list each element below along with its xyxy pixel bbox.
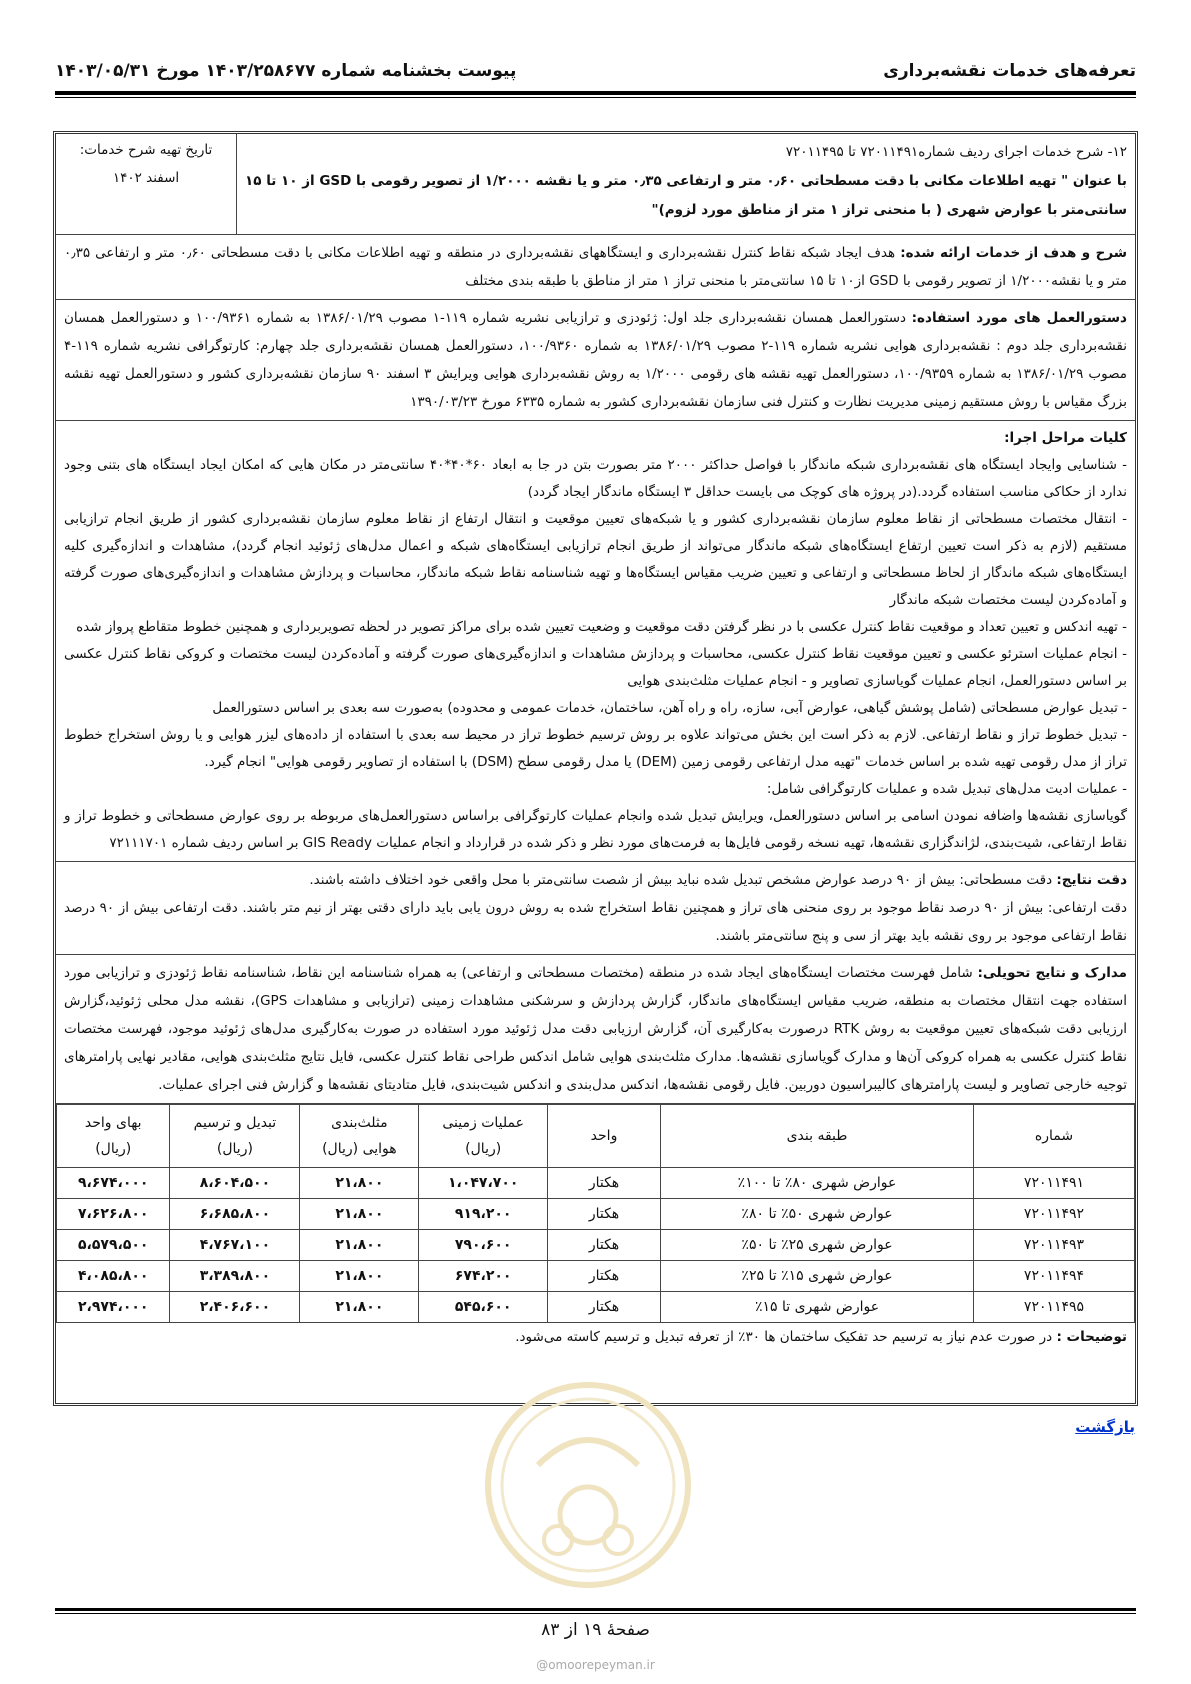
step-item: - شناسایی وایجاد ایستگاه های نقشه‌برداری شبکه ماندگار با فواصل حداکثر ۲۰۰۰ متر بصورت بتن در جا به ابعاد ۶۰*۴۰*۴۰ سانتی‌متر در مکان هایی که امکان ایجاد ایستگاه های بتنی وجود ندارد از حکاکی مناسب استفاده گردد.(در پروژه های کوچک می بایست حداقل ۳ ایستگاه ماندگار ایجاد گردد): [64, 457, 1127, 500]
prep-date-label: تاریخ تهیه شرح خدمات:: [79, 142, 213, 158]
cell-price: ۷،۶۲۶،۸۰۰: [57, 1199, 170, 1230]
col-triang: مثلث‌بندی هوایی (ریال): [300, 1105, 419, 1168]
table-row: [57, 1261, 1135, 1292]
footer-rule: [55, 1608, 1136, 1611]
cell-unit: هکتار: [548, 1230, 661, 1261]
cell-price: ۲،۹۷۴،۰۰۰: [57, 1292, 170, 1323]
intro-line-3: سانتی‌متر با عوارض شهری ( با منحنی تراز ۱ متر از مناطق مورد لزوم)": [651, 202, 1127, 218]
steps-section: [56, 421, 1135, 862]
deliverables-text: شامل فهرست مختصات ایستگاه‌های ایجاد شده در منطقه (مختصات مسطحاتی و ارتفاعی) به همراه شناسنامه این نقاط، شناسنامه نقاط ژئودزی و ترازیابی مورد استفاده جهت انتقال مختصات به منطقه، ضریب مقیاس ایستگاه‌های ماندگار، گزارش پردازش و سرشکنی مشاهدات زمینی (ترازیابی و مشاهدات GPS)، نقشه مدل محلی ژئوئید،گزارش ارزیابی دقت شبکه‌های تعیین موقعیت به روش RTK درصورت به‌کارگیری آن، گزارش ارزیابی دقت مدل ژئوئید مورد استفاده در صورت به‌کارگیری مدل‌های ژئوئید موجود، فهرست مختصات نقاط کنترل عکسی به همراه کروکی آن‌ها و مدارک گویاسازی نقشه‌ها. مدارک مثلث‌بندی هوایی شامل اندکس طراحی نقاط کنترل عکسی، فایل نتایج مثلث‌بندی هوایی، مقادیر نهایی پارامترهای توجیه خارجی تصاویر و لیست پارامترهای کالیبراسیون دوربین. فایل رقومی نقشه‌ها، اندکس مدل‌بندی و اندکس شیت‌بندی، فایل متادیتای نقشه‌ها و گزارش فنی اجرای عملیات.: [64, 965, 1127, 1093]
document-title: تعرفه‌های خدمات نقشه‌برداری: [883, 61, 1136, 81]
page-number: صفحهٔ ۱۹ از ۸۳: [541, 1620, 650, 1640]
cell-triang: ۲۱،۸۰۰: [300, 1230, 419, 1261]
intro-section: [56, 134, 1135, 235]
cell-class: عوارض شهری ۸۰٪ تا ۱۰۰٪: [661, 1168, 974, 1199]
col-code: شماره: [974, 1105, 1135, 1168]
seal-logo-watermark: [478, 1375, 698, 1595]
manuals-section: [56, 300, 1135, 421]
goal-label: شرح و هدف از خدمات ارائه شده:: [900, 245, 1128, 261]
step-item: - انجام عملیات استرئو عکسی و تعیین موقعیت نقاط کنترل عکسی، محاسبات و پردازش مشاهدات و اندازه‌گیری‌های صورت گرفته و آماده‌کردن لیست مختصات و کروکی نقاط کنترل عکسی بر اساس دستورالعمل، انجام عملیات گویاسازی تصاویر و - انجام عملیات مثلث‌بندی هوایی: [64, 646, 1127, 689]
cell-code: ۷۲۰۱۱۴۹۲: [974, 1199, 1135, 1230]
cell-triang: ۲۱،۸۰۰: [300, 1261, 419, 1292]
cell-convert: ۶،۶۸۵،۸۰۰: [170, 1199, 300, 1230]
cell-triang: ۲۱،۸۰۰: [300, 1292, 419, 1323]
accuracy-section: [56, 862, 1135, 955]
site-watermark: @omoorepeyman.ir: [536, 1658, 655, 1672]
cell-code: ۷۲۰۱۱۴۹۳: [974, 1230, 1135, 1261]
manuals-text: دستورالعمل همسان نقشه‌برداری جلد اول: ژئودزی و ترازیابی نشریه شماره ۱۱۹-۱ مصوب ۱۳۸۶/۰۱/۲۹ به شماره ۱۰۰/۹۳۶۱ و دستورالعمل همسان نقشه‌برداری جلد دوم : نقشه‌برداری هوایی نشریه شماره ۱۱۹-۲ مصوب ۱۳۸۶/۰۱/۲۹ به شماره ۱۰۰/۹۳۶۰، دستورالعمل همسان نقشه‌برداری جلد چهارم: کارتوگرافی نشریه شماره ۱۱۹-۴ مصوب ۱۳۸۶/۰۱/۲۹ به شماره ۱۰۰/۹۳۵۹، دستورالعمل تهیه نقشه های رقومی ۱/۲۰۰۰ به روش نقشه‌برداری هوایی ویرایش ۳ اسفند ۹۰ سازمان نقشه‌برداری کشور و دستورالعمل تهیه نقشه بزرگ مقیاس با روش مستقیم زمینی مدیریت نظارت و کنترل فنی سازمان نقشه‌برداری کشور به شماره ۶۳۳۵ مورخ ۱۳۹۰/۰۳/۲۳: [64, 310, 1128, 410]
cell-class: عوارض شهری ۵۰٪ تا ۸۰٪: [661, 1199, 974, 1230]
cell-triang: ۲۱،۸۰۰: [300, 1168, 419, 1199]
cell-unit: هکتار: [548, 1168, 661, 1199]
table-row: [57, 1230, 1135, 1261]
cell-ground: ۱،۰۴۷،۷۰۰: [419, 1168, 548, 1199]
page-header: [55, 55, 1136, 85]
notes-section: [56, 1323, 1135, 1351]
steps-label: کلیات مراحل اجرا:: [1004, 430, 1127, 446]
step-item: - تبدیل عوارض مسطحاتی (شامل پوشش گیاهی، عوارض آبی، سازه، راه و راه آهن، ساختمان، خدمات عمومی و محدوده) به‌صورت سه بعدی بر اساس دستورالعمل: [212, 700, 1127, 716]
cell-triang: ۲۱،۸۰۰: [300, 1199, 419, 1230]
goal-text: هدف ایجاد شبکه نقاط کنترل نقشه‌برداری و ایستگاههای نقشه‌برداری در منطقه و تهیه اطلاعات مکانی با دقت مسطحاتی ۰٫۶۰ متر و ارتفاعی ۰٫۳۵ متر و یا نقشه۱/۲۰۰۰ از تصویر رقومی با GSD از۱۰ تا ۱۵ سانتی‌متر با منحنی تراز ۱ متر از مناطق با طبقه بندی مختلف: [64, 245, 1127, 289]
prep-date-box: [56, 134, 237, 234]
cell-price: ۹،۶۷۴،۰۰۰: [57, 1168, 170, 1199]
col-price: بهای واحد (ریال): [57, 1105, 170, 1168]
tariff-table: [56, 1104, 1135, 1323]
manuals-label: دستورالعمل های مورد استفاده:: [911, 310, 1127, 326]
col-unit: واحد: [548, 1105, 661, 1168]
table-row: [57, 1168, 1135, 1199]
header-rule-thin: [55, 97, 1136, 98]
step-item: - تبدیل خطوط تراز و نقاط ارتفاعی. لازم به ذکر است این بخش می‌تواند علاوه بر روش ترسیم خطوط تراز در محیط سه بعدی با استفاده از داده‌های لیزر هوایی و یا روش استخراج خطوط تراز از مدل رقومی تهیه شده بر اساس خدمات "تهیه مدل ارتفاعی رقومی زمین (DEM) یا مدل رقومی سطح (DSM) با استفاده از تصاویر رقومی هوایی" انجام گیرد.: [64, 727, 1127, 770]
cell-unit: هکتار: [548, 1199, 661, 1230]
cell-ground: ۵۴۵،۶۰۰: [419, 1292, 548, 1323]
goal-section: [56, 235, 1135, 300]
cell-unit: هکتار: [548, 1261, 661, 1292]
deliverables-section: [56, 955, 1135, 1104]
col-ground: عملیات زمینی (ریال): [419, 1105, 548, 1168]
accuracy-altimetric: دقت ارتفاعی: بیش از ۹۰ درصد نقاط موجود بر روی منحنی های تراز و همچنین نقاط استخراج شده به روش درون یابی باید دارای دقتی بهتر از نیم متر باشند. دقت ارتفاعی بیش از ۹۰ درصد نقاط ارتفاعی موجود بر روی نقشه باید بهتر از سی و پنج سانتی‌متر باشند.: [64, 900, 1127, 944]
intro-line-2: با عنوان " تهیه اطلاعات مکانی با دقت مسطحاتی ۰٫۶۰ متر و ارتفاعی ۰٫۳۵ متر و یا نقشه ۱/۲۰۰۰ از تصویر رقومی با GSD از ۱۰ تا ۱۵: [245, 173, 1127, 189]
step-item: - انتقال مختصات مسطحاتی از نقاط معلوم سازمان نقشه‌برداری کشور و یا شبکه‌های تعیین موقعیت و انتقال ارتفاع از نقاط معلوم سازمان نقشه‌برداری کشور از طریق انجام ترازیابی مستقیم (لازم به ذکر است تعیین ارتفاع ایستگاه‌های شبکه ماندگار می‌تواند از طریق انجام ترازیابی ایستگاه‌های شبکه و اعمال مدل‌های ژئوئید انجام گردد)، مشاهدات و اندازه‌گیری کلیه ایستگاه‌های شبکه ماندگار از لحاظ مسطحاتی و ارتفاعی و تعیین ضریب مقیاس ایستگاه‌ها و تهیه شناسنامه نقاط شبکه ماندگار، محاسبات و پردازش مشاهدات و اندازه‌گیری‌های صورت گرفته و آماده‌کردن لیست مختصات شبکه ماندگار: [64, 511, 1127, 608]
cell-class: عوارض شهری ۲۵٪ تا ۵۰٪: [661, 1230, 974, 1261]
attachment-reference: پیوست بخشنامه شماره ۱۴۰۳/۲۵۸۶۷۷ مورخ ۱۴۰۳/۰۵/۳۱: [55, 61, 517, 81]
cell-ground: ۶۷۴،۲۰۰: [419, 1261, 548, 1292]
cell-class: عوارض شهری تا ۱۵٪: [661, 1292, 974, 1323]
accuracy-label: دقت نتایج:: [1056, 872, 1127, 888]
cell-ground: ۹۱۹،۲۰۰: [419, 1199, 548, 1230]
cell-price: ۵،۵۷۹،۵۰۰: [57, 1230, 170, 1261]
cell-convert: ۲،۴۰۶،۶۰۰: [170, 1292, 300, 1323]
cell-code: ۷۲۰۱۱۴۹۵: [974, 1292, 1135, 1323]
step-item: - عملیات ادیت مدل‌های تبدیل شده و عملیات کارتوگرافی شامل:: [766, 781, 1127, 797]
back-link[interactable]: بازگشت: [1075, 1418, 1135, 1436]
cell-convert: ۳،۳۸۹،۸۰۰: [170, 1261, 300, 1292]
intro-line-1: ۱۲- شرح خدمات اجرای ردیف شماره۷۲۰۱۱۴۹۱ تا ۷۲۰۱۱۴۹۵: [785, 144, 1127, 160]
footer-rule-thin: [55, 1613, 1136, 1614]
table-row: [57, 1292, 1135, 1323]
notes-text: در صورت عدم نیاز به ترسیم حد تفکیک ساختمان ها ۳۰٪ از تعرفه تبدیل و ترسیم کاسته می‌شود.: [515, 1329, 1057, 1345]
cell-convert: ۴،۷۶۷،۱۰۰: [170, 1230, 300, 1261]
col-convert: تبدیل و ترسیم (ریال): [170, 1105, 300, 1168]
cell-code: ۷۲۰۱۱۴۹۱: [974, 1168, 1135, 1199]
notes-label: توضیحات :: [1056, 1329, 1127, 1345]
step-item: - تهیه اندکس و تعیین تعداد و موقعیت نقاط کنترل عکسی با در نظر گرفتن دقت موقعیت و وضعیت تعیین شده برای مراکز تصویر در لحظه تصویربرداری و همچنین خطوط متقاطع پرواز شده: [76, 619, 1127, 635]
service-description-frame: [53, 131, 1138, 1406]
cell-code: ۷۲۰۱۱۴۹۴: [974, 1261, 1135, 1292]
accuracy-planimetric: دقت مسطحاتی: بیش از ۹۰ درصد عوارض مشخص تبدیل شده نباید بیش از شصت سانتی‌متر با محل واقعی خود اختلاف داشته باشند.: [309, 872, 1057, 888]
cell-unit: هکتار: [548, 1292, 661, 1323]
cell-price: ۴،۰۸۵،۸۰۰: [57, 1261, 170, 1292]
deliverables-label: مدارک و نتایج تحویلی:: [977, 965, 1128, 981]
step-item: گویاسازی نقشه‌ها واضافه نمودن اسامی بر اساس دستورالعمل، ویرایش تبدیل شده وانجام عملیات کارتوگرافی براساس دستورالعمل‌های مربوطه بر روی عوارض مسطحاتی و خطوط تراز و نقاط ارتفاعی، شیت‌بندی، لژاندگزاری نقشه‌ها، تهیه نسخه رقومی فایل‌ها به فرمت‌های مورد نظر و ذکر شده در قرارداد و انجام عملیات GIS Ready بر اساس ردیف شماره ۷۲۱۱۱۷۰۱: [64, 808, 1127, 851]
prep-date-value: اسفند ۱۴۰۲: [112, 170, 180, 186]
table-row: [57, 1199, 1135, 1230]
col-class: طبقه بندی: [661, 1105, 974, 1168]
cell-class: عوارض شهری ۱۵٪ تا ۲۵٪: [661, 1261, 974, 1292]
header-rule: [55, 91, 1136, 95]
cell-ground: ۷۹۰،۶۰۰: [419, 1230, 548, 1261]
table-header-row: [57, 1105, 1135, 1168]
cell-convert: ۸،۶۰۴،۵۰۰: [170, 1168, 300, 1199]
